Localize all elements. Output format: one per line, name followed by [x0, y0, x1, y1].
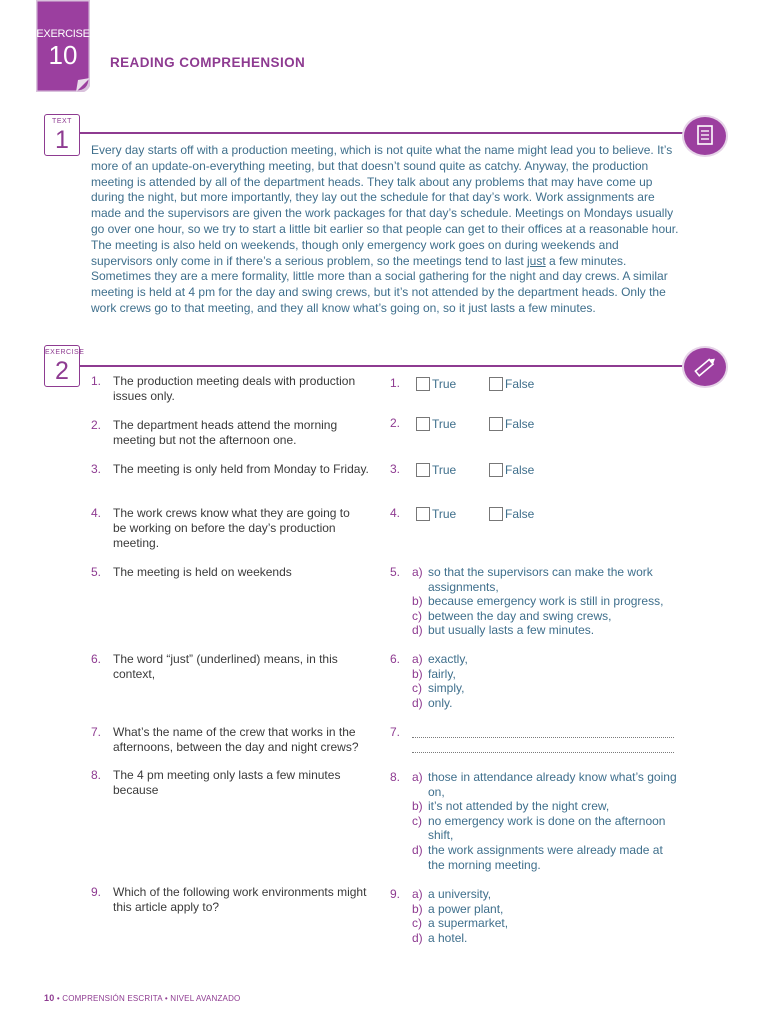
option-text: between the day and swing crews, — [428, 608, 612, 623]
question-text: Which of the following work environments might this article apply to? — [113, 885, 367, 914]
question-2 — [91, 418, 376, 448]
answer-number: 4. — [390, 506, 401, 520]
answer-number: 1. — [390, 376, 401, 390]
answer-8 — [390, 770, 682, 872]
question-text: The work crews know what they are going to be working on before the day’s production meeting. — [113, 506, 350, 550]
false-checkbox[interactable] — [489, 417, 503, 431]
answer-number: 5. — [390, 565, 401, 579]
exercise-tab-label: EXERCISE — [36, 28, 90, 40]
option-text: a power plant, — [428, 901, 504, 916]
option-letter: b) — [412, 901, 423, 916]
option-text: a hotel. — [428, 930, 468, 945]
answer-number: 6. — [390, 652, 401, 666]
option-letter: d) — [412, 695, 423, 710]
question-5 — [91, 565, 376, 580]
answer-number: 7. — [390, 725, 401, 739]
answer-9 — [390, 887, 690, 945]
option-text: only. — [428, 695, 453, 710]
false-checkbox[interactable] — [489, 463, 503, 477]
footer-text: • COMPRENSIÓN ESCRITA • NIVEL AVANZADO — [56, 994, 241, 1003]
option-letter: b) — [412, 799, 423, 814]
question-8 — [91, 768, 376, 798]
underlined-word: just — [527, 253, 546, 268]
option-letter: c) — [412, 608, 422, 623]
question-text: The 4 pm meeting only lasts a few minutes because — [113, 768, 341, 797]
option-text: a supermarket, — [428, 916, 509, 931]
page-number: 10 — [44, 993, 55, 1003]
question-3 — [91, 462, 376, 477]
reading-text-part-1: Every day starts off with a production meeting, which is not quite what the name might lead you to believe. It’s more of an update-on-everything meeting, but that doesn’t sound quite as catchy. Anyway, the production meeting is attended by all of the department heads. They talk about any problems that may have come up during the night, but more importantly, they lay out the schedule for that day’s work. Work assignments are made and the supervisors are given the work packages for that day’s schedule. Meetings on Mondays usually go over one hour, so we try to start a little bit earlier so that people can get to their offices at a reasonable hour. The meeting is also held on weekends, though only emergency work goes on during weekends and supervisors only come in if there’s a serious problem, so the meetings tend to last — [91, 143, 679, 268]
exercise-section-label: EXERCISE — [45, 349, 85, 356]
true-label: True — [432, 417, 457, 431]
answer-7 — [390, 725, 690, 745]
text-section-number: 1 — [55, 126, 69, 154]
answer-option[interactable] — [412, 681, 690, 696]
answer-option[interactable] — [412, 696, 690, 711]
answer-option[interactable] — [412, 843, 682, 872]
answer-option[interactable] — [412, 623, 682, 638]
option-text: fairly, — [428, 666, 456, 681]
question-number: 9. — [91, 885, 102, 899]
question-7 — [91, 725, 376, 755]
true-label: True — [432, 377, 457, 391]
option-text: the work assignments were already made at the morning meeting. — [428, 842, 663, 872]
option-letter: c) — [412, 916, 422, 931]
text-section-box — [44, 114, 80, 156]
question-text: What’s the name of the crew that works in the afternoons, between the day and night crews? — [113, 725, 359, 754]
option-letter: a) — [412, 770, 423, 784]
question-number: 1. — [91, 374, 102, 388]
answer-option[interactable] — [412, 667, 690, 682]
answer-number: 8. — [390, 770, 401, 784]
false-label: False — [505, 417, 535, 431]
page-title: READING COMPREHENSION — [110, 55, 306, 70]
option-text: it’s not attended by the night crew, — [428, 799, 610, 814]
option-letter: d) — [412, 623, 423, 638]
question-text: The meeting is held on weekends — [113, 565, 292, 579]
option-letter: a) — [412, 887, 423, 901]
pencil-icon — [682, 346, 728, 388]
exercise-section-rule — [80, 365, 688, 367]
option-letter: b) — [412, 666, 423, 681]
question-number: 2. — [91, 418, 102, 432]
option-text: exactly, — [428, 652, 468, 666]
option-letter: d) — [412, 930, 423, 945]
false-label: False — [505, 507, 535, 521]
false-checkbox[interactable] — [489, 507, 503, 521]
answer-option[interactable] — [412, 799, 682, 814]
page-footer — [44, 993, 240, 1003]
answer-6 — [390, 652, 690, 710]
answer-number: 2. — [390, 416, 401, 430]
option-text: a university, — [428, 887, 492, 901]
document-icon — [682, 115, 728, 157]
option-letter: a) — [412, 565, 423, 579]
answer-option[interactable] — [412, 902, 690, 917]
true-checkbox[interactable] — [416, 377, 430, 391]
true-checkbox[interactable] — [416, 463, 430, 477]
answer-option[interactable] — [412, 594, 682, 609]
option-letter: c) — [412, 813, 422, 828]
option-text: simply, — [428, 681, 465, 696]
question-number: 4. — [91, 506, 102, 520]
question-9 — [91, 885, 376, 915]
answer-option[interactable] — [412, 931, 690, 946]
option-text: those in attendance already know what’s going on, — [428, 770, 677, 799]
question-number: 8. — [91, 768, 102, 782]
option-text: because emergency work is still in progress, — [428, 594, 664, 609]
true-label: True — [432, 463, 457, 477]
false-label: False — [505, 377, 535, 391]
true-false-row-2 — [390, 416, 590, 432]
true-false-row-3 — [390, 462, 590, 478]
answer-5 — [390, 565, 682, 638]
true-label: True — [432, 507, 457, 521]
false-label: False — [505, 463, 535, 477]
question-text: The department heads attend the morning meeting but not the afternoon one. — [113, 418, 338, 447]
answer-7-line-2[interactable] — [412, 751, 674, 753]
option-letter: b) — [412, 594, 423, 609]
exercise-tab-number: 10 — [48, 40, 78, 70]
option-letter: c) — [412, 681, 422, 696]
answer-option[interactable] — [412, 652, 690, 667]
true-false-row-1 — [390, 376, 590, 392]
exercise-section-box — [44, 345, 85, 387]
text-section-label: TEXT — [52, 118, 72, 125]
option-text: but usually lasts a few minutes. — [428, 623, 595, 638]
answer-option[interactable] — [412, 565, 682, 594]
reading-text-part-2: a few minutes. Sometimes they are a mere formality, little more than a social gathering for the night and day crews. A similar meeting is held at 4 pm for the day and swing crews, but it’s not attended by the department heads. Only the work crews go to that meeting, and they all know what’s going on, so it just lasts a few minutes. — [91, 253, 668, 315]
true-false-row-4 — [390, 506, 590, 522]
answer-option[interactable] — [412, 916, 690, 931]
option-text: no emergency work is done on the afternoon shift, — [428, 813, 666, 843]
answer-option[interactable] — [412, 609, 682, 624]
true-checkbox[interactable] — [416, 507, 430, 521]
question-text: The word “just” (underlined) means, in this context, — [113, 652, 338, 681]
question-number: 5. — [91, 565, 102, 579]
question-number: 7. — [91, 725, 102, 739]
option-text: so that the supervisors can make the work assignments, — [428, 565, 653, 594]
answer-number: 3. — [390, 462, 401, 476]
option-letter: a) — [412, 652, 423, 666]
question-number: 3. — [91, 462, 102, 476]
text-section-rule — [80, 132, 688, 134]
answer-option[interactable] — [412, 814, 682, 843]
question-6 — [91, 652, 361, 682]
exercise-tab — [36, 0, 90, 92]
answer-option[interactable] — [412, 887, 690, 902]
question-4 — [91, 506, 361, 551]
question-1 — [91, 374, 376, 404]
question-text: The meeting is only held from Monday to Friday. — [113, 462, 369, 476]
exercise-section-number: 2 — [55, 357, 69, 385]
answer-number: 9. — [390, 887, 401, 901]
answer-7-line-1[interactable] — [412, 736, 674, 738]
reading-text — [91, 143, 679, 317]
option-letter: d) — [412, 842, 423, 857]
false-checkbox[interactable] — [489, 377, 503, 391]
question-text: The production meeting deals with production issues only. — [113, 374, 356, 403]
question-number: 6. — [91, 652, 102, 666]
answer-option[interactable] — [412, 770, 682, 799]
true-checkbox[interactable] — [416, 417, 430, 431]
